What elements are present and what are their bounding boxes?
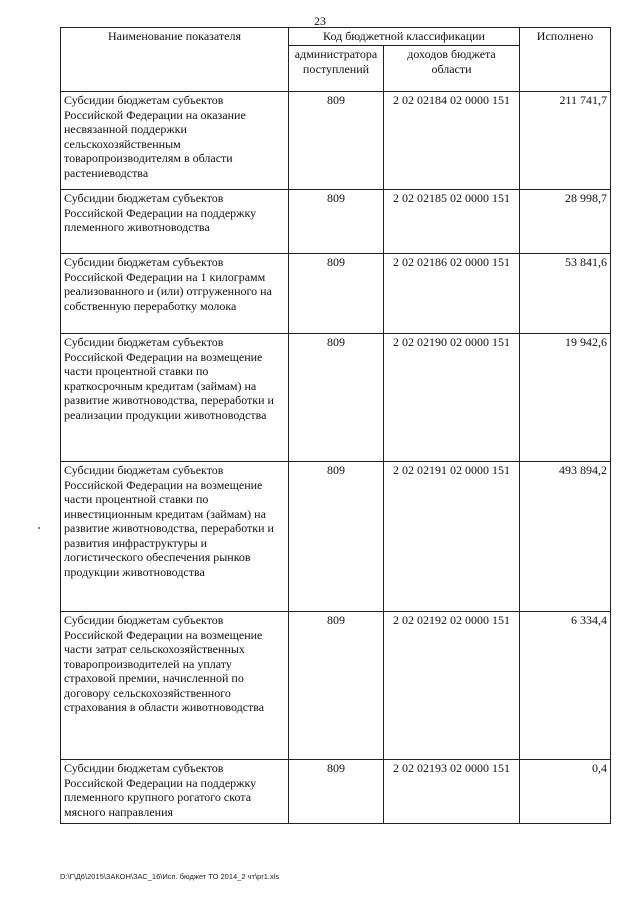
row-name: Субсидии бюджетам субъектов Российской Федерации на 1 килограмм реализованного и (или) отгруженного на собственную переработку молока [61,254,289,334]
row-amount: 53 841,6 [520,254,611,334]
table-row [61,760,611,824]
budget-table [60,27,611,824]
row-amount: 211 741,7 [520,92,611,190]
row-revenue-code: 2 02 02185 02 0000 151 [384,190,520,254]
row-name: Субсидии бюджетам субъектов Российской Федерации на возмещение части процентной ставки по краткосрочным кредитам (займам) на развитие животноводства, переработки и реализации продукции животноводства [61,334,289,462]
row-amount: 493 894,2 [520,462,611,612]
row-admin-code: 809 [289,760,384,824]
row-amount: 28 998,7 [520,190,611,254]
row-revenue-code: 2 02 02192 02 0000 151 [384,612,520,760]
header-code-group: Код бюджетной классификации [289,28,520,46]
row-name: Субсидии бюджетам субъектов Российской Федерации на оказание несвязанной поддержки сельскохозяйственным товаропроизводителям в области растениеводства [61,92,289,190]
row-revenue-code: 2 02 02193 02 0000 151 [384,760,520,824]
row-name: Субсидии бюджетам субъектов Российской Федерации на поддержку племенного крупного рогатого скота мясного направления [61,760,289,824]
row-name: Субсидии бюджетам субъектов Российской Федерации на поддержку племенного животноводства [61,190,289,254]
table-row [61,612,611,760]
header-admin: администратора поступлений [289,46,384,92]
row-admin-code: 809 [289,254,384,334]
scan-speck [38,527,40,529]
row-revenue-code: 2 02 02191 02 0000 151 [384,462,520,612]
table-row [61,462,611,612]
row-amount: 6 334,4 [520,612,611,760]
header-revenue: доходов бюджета области [384,46,520,92]
header-name: Наименование показателя [61,28,289,92]
row-admin-code: 809 [289,612,384,760]
row-admin-code: 809 [289,334,384,462]
row-revenue-code: 2 02 02190 02 0000 151 [384,334,520,462]
row-revenue-code: 2 02 02186 02 0000 151 [384,254,520,334]
page-number: 23 [314,14,326,28]
table-row [61,92,611,190]
row-admin-code: 809 [289,462,384,612]
file-path-footer: D:\Г\Д6\2015\ЗАКОН\ЗАС_16\Исп. бюджет ТО 2014_2 чт\pr1.xls [60,872,280,881]
row-admin-code: 809 [289,190,384,254]
table-row [61,254,611,334]
row-revenue-code: 2 02 02184 02 0000 151 [384,92,520,190]
row-name: Субсидии бюджетам субъектов Российской Федерации на возмещение части процентной ставки по инвестиционным кредитам (займам) на развитие животноводства, переработки и развития инфраструктуры и логистического обеспечения рынков продукции животноводства [61,462,289,612]
header-executed: Исполнено [520,28,611,92]
row-amount: 19 942,6 [520,334,611,462]
row-name: Субсидии бюджетам субъектов Российской Федерации на возмещение части затрат сельскохозяйственных товаропроизводителей на уплату страховой премии, начисленной по договору сельскохозяйственного страхования в области животноводства [61,612,289,760]
table-row [61,334,611,462]
row-amount: 0,4 [520,760,611,824]
table-row [61,190,611,254]
row-admin-code: 809 [289,92,384,190]
